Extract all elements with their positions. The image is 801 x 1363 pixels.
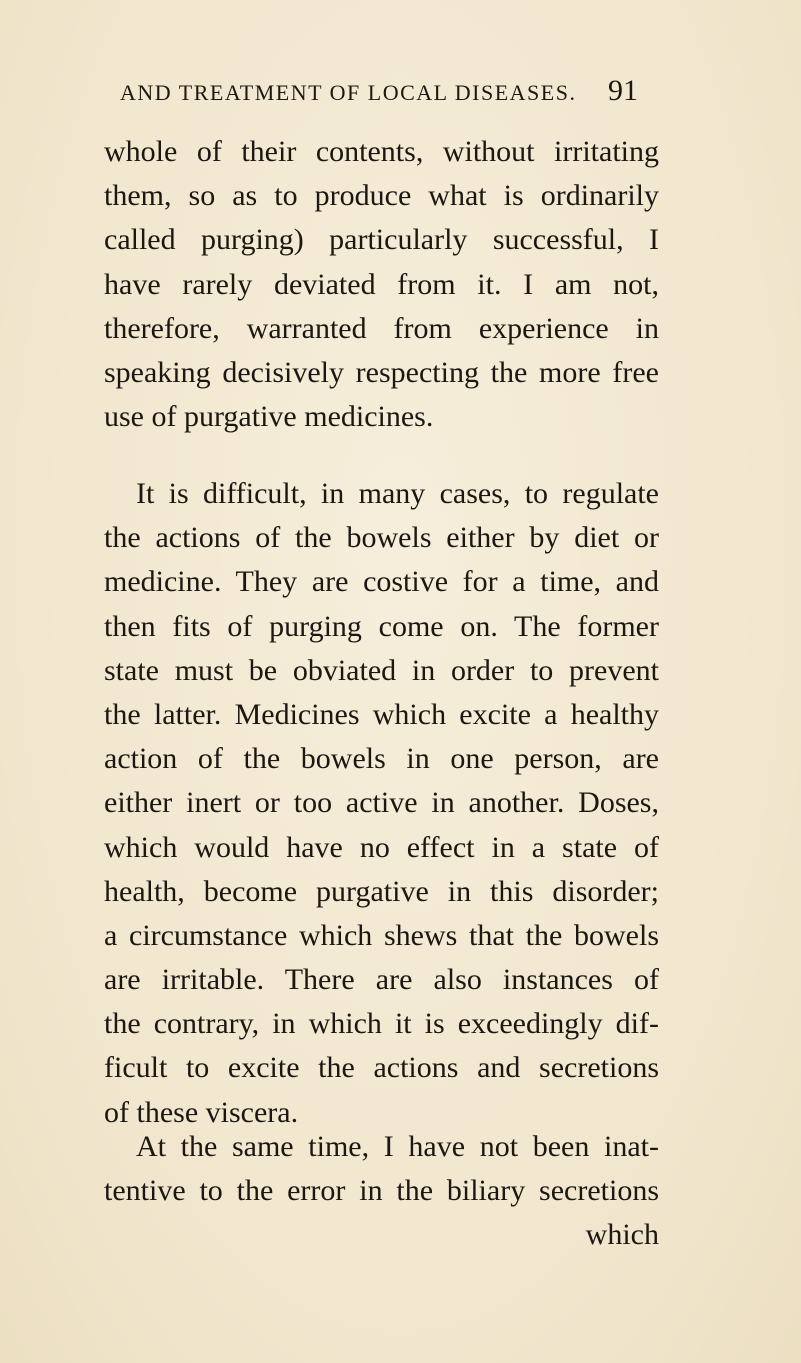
text-line: called purging) particularly successful, I	[104, 223, 659, 257]
running-header: AND TREATMENT OF LOCAL DISEASES.	[120, 80, 577, 105]
text-line: which would have no effect in a state of	[104, 830, 659, 864]
text-line: then fits of purging come on. The former	[104, 609, 659, 643]
page-number: 91	[608, 74, 638, 107]
text-line: state must be obviated in order to prevent	[104, 653, 659, 687]
text-line: medicine. They are costive for a time, and	[104, 565, 659, 599]
text-line: the actions of the bowels either by diet or	[104, 521, 659, 555]
text-line: are irritable. There are also instances of	[104, 963, 659, 997]
text-line: of these viscera.	[104, 1095, 299, 1129]
paragraph-3	[104, 1125, 659, 1258]
text-line: use of purgative medicines.	[104, 400, 434, 434]
text-line: tentive to the error in the biliary secretions	[104, 1174, 659, 1208]
catchword: which	[585, 1218, 659, 1252]
text-line: action of the bowels in one person, are	[104, 742, 659, 776]
paragraph-1	[104, 130, 659, 439]
text-line: them, so as to produce what is ordinarily	[104, 179, 659, 213]
text-line: ficult to excite the actions and secretions	[104, 1051, 659, 1085]
text-line: a circumstance which shews that the bowels	[104, 918, 659, 952]
text-line: have rarely deviated from it. I am not,	[104, 267, 659, 301]
text-line: At the same time, I have not been inat-	[136, 1130, 659, 1163]
text-line: either inert or too active in another. Doses,	[104, 786, 659, 820]
text-line: health, become purgative in this disorder;	[104, 874, 659, 908]
text-line: the contrary, in which it is exceedingly dif-	[104, 1007, 659, 1041]
text-line: It is difficult, in many cases, to regulate	[136, 477, 659, 510]
text-line: the latter. Medicines which excite a healthy	[104, 697, 659, 731]
paragraph-2	[104, 472, 659, 1135]
text-line: therefore, warranted from experience in	[104, 311, 659, 345]
text-line: speaking decisively respecting the more free	[104, 355, 659, 389]
text-line: whole of their contents, without irritating	[104, 135, 659, 168]
